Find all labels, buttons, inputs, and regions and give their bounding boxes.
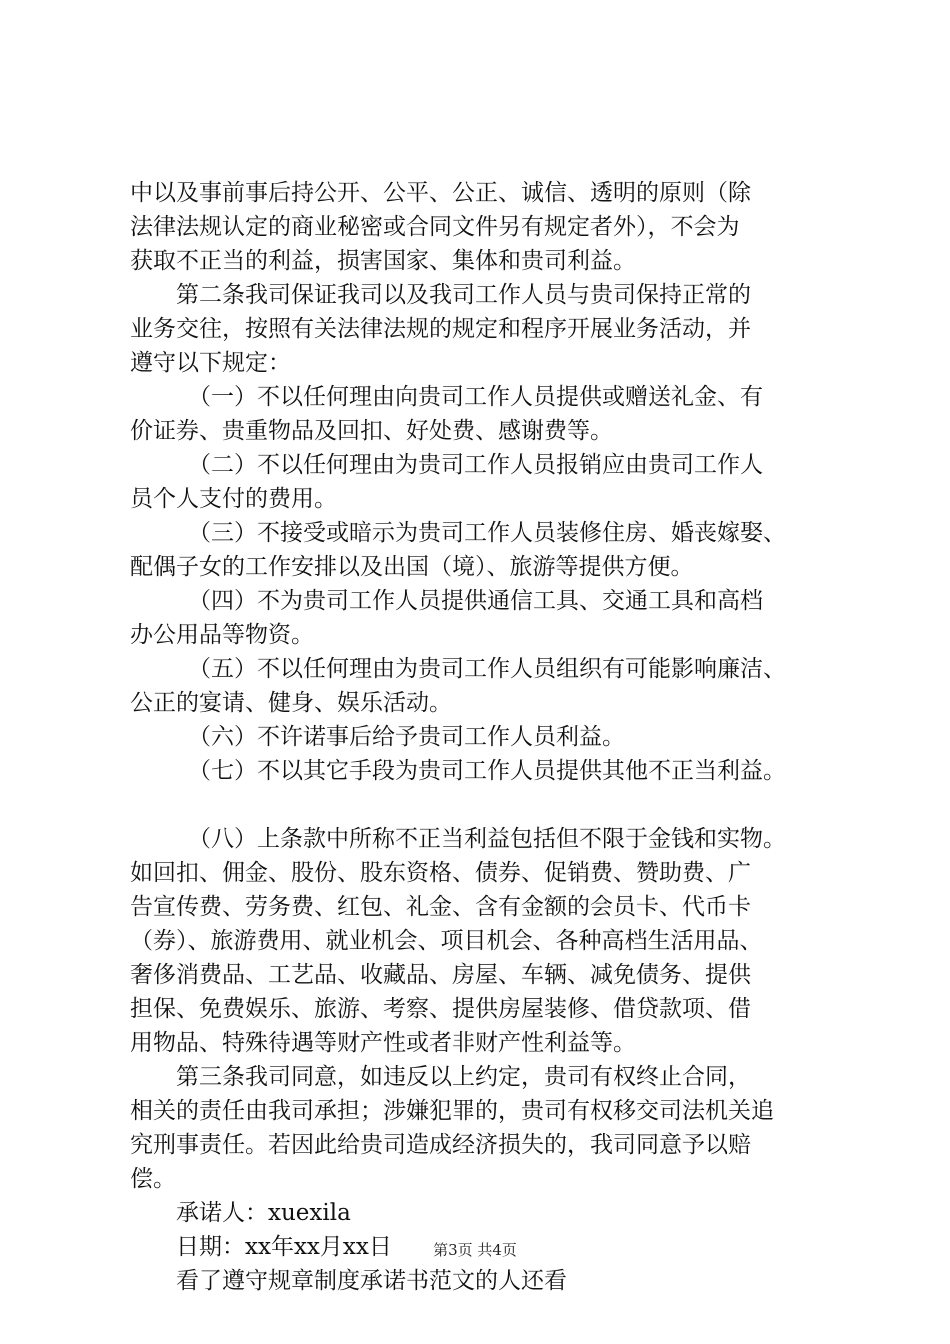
text-line: 第三条我司同意，如违反以上约定，贵司有权终止合同， [176,1064,751,1090]
text-line: （二）不以任何理由为贵司工作人员报销应由贵司工作人 [188,452,763,478]
text-line: 告宣传费、劳务费、红包、礼金、含有金额的会员卡、代币卡 [130,894,751,920]
text-line: 办公用品等物资。 [130,622,314,648]
text-line: 配偶子女的工作安排以及出国（境）、旅游等提供方便。 [130,554,694,580]
text-line: （一）不以任何理由向贵司工作人员提供或赠送礼金、有 [188,384,763,410]
text-line: 公正的宴请、健身、娱乐活动。 [130,690,452,716]
text-line: 相关的责任由我司承担；涉嫌犯罪的，贵司有权移交司法机关追 [130,1098,774,1124]
text-line: 第二条我司保证我司以及我司工作人员与贵司保持正常的 [176,282,751,308]
text-line: （八）上条款中所称不正当利益包括但不限于金钱和实物。 [188,826,786,852]
text-line: 用物品、特殊待遇等财产性或者非财产性利益等。 [130,1030,636,1056]
text-line: （六）不许诺事后给予贵司工作人员利益。 [188,724,625,750]
text-line: 法律法规认定的商业秘密或合同文件另有规定者外），不会为 [130,214,740,240]
related-articles-line: 看了遵守规章制度承诺书范文的人还看 [176,1268,567,1294]
body-paragraphs [130,176,830,1196]
text-line: 奢侈消费品、工艺品、收藏品、房屋、车辆、减免债务、提供 [130,962,751,988]
text-line: 究刑事责任。若因此给贵司造成经济损失的，我司同意予以赔 [130,1132,751,1158]
text-line: （五）不以任何理由为贵司工作人员组织有可能影响廉洁、 [188,656,786,682]
blank-line [130,788,830,822]
text-line: 获取不正当的利益，损害国家、集体和贵司利益。 [130,248,636,274]
text-line: 遵守以下规定： [130,350,291,376]
date-line: 日期：xx年xx月xx日 [176,1234,392,1260]
text-line: 中以及事前事后持公开、公平、公正、诚信、透明的原则（除 [130,180,751,206]
text-line: 如回扣、佣金、股份、股东资格、债券、促销费、赞助费、广 [130,860,751,886]
page-footer: 第3页 共4页 [433,1241,517,1259]
text-line: 偿。 [130,1166,176,1192]
text-line: 价证券、贵重物品及回扣、好处费、感谢费等。 [130,418,613,444]
text-line: 员个人支付的费用。 [130,486,337,512]
text-line: （券）、旅游费用、就业机会、项目机会、各种高档生活用品、 [130,928,763,954]
document-body [130,176,830,1298]
text-line: （三）不接受或暗示为贵司工作人员装修住房、婚丧嫁娶、 [188,520,786,546]
text-line: （四）不为贵司工作人员提供通信工具、交通工具和高档 [188,588,763,614]
text-line: 业务交往，按照有关法律法规的规定和程序开展业务活动，并 [130,316,751,342]
text-line: 担保、免费娱乐、旅游、考察、提供房屋装修、借贷款项、借 [130,996,751,1022]
text-line: （七）不以其它手段为贵司工作人员提供其他不正当利益。 [188,758,786,784]
promisor-line: 承诺人：xuexila [176,1200,351,1226]
